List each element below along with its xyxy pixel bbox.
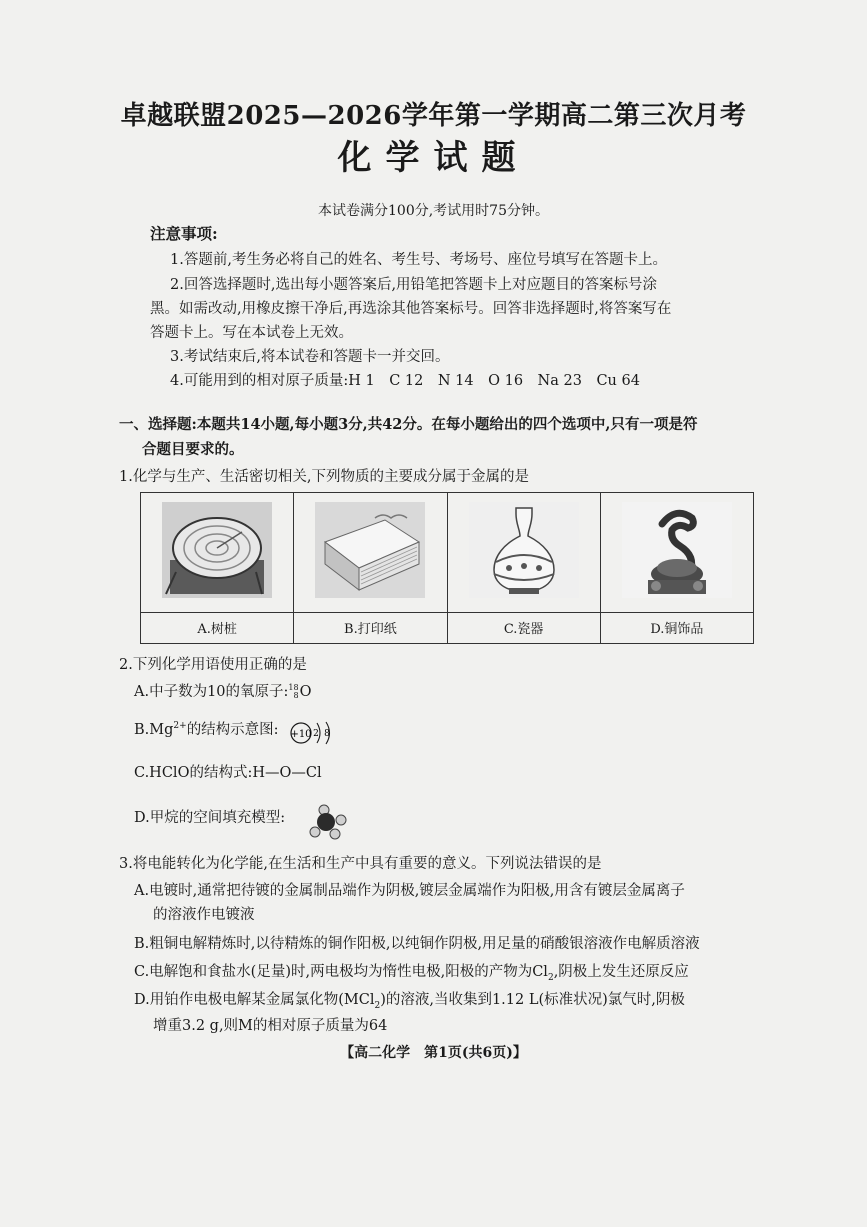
q2-option-b-prefix: B.Mg [134,722,174,738]
q1-image-cell-a [141,493,294,613]
q1-image-cell-d [600,493,753,613]
exam-title: 卓越联盟2025—2026学年第一学期高二第三次月考 [120,101,747,131]
q1-option-b: B.打印纸 [294,612,447,643]
notice-item-2-end: 答题卡上。写在本试卷上无效。 [150,325,353,341]
mg-charge: 2+ [173,721,187,732]
section-heading-cont: 合题目要求的。 [142,441,244,458]
q3-option-a-cont: 的溶液作电镀液 [153,907,255,923]
methane-space-filling-model [308,804,348,840]
subject-title: 化学试题 [337,138,530,178]
q3-option-b: B.粗铜电解精炼时,以待精炼的铜作阳极,以纯铜作阴极,用足量的硝酸银溶液作电解质溶液 [134,936,700,952]
notice-item-2: 2.回答选择题时,选出每小题答案后,用铅笔把答题卡上对应题目的答案标号涂 [170,277,658,293]
q1-option-a: A.树桩 [141,612,294,643]
q1-image-cell-b [294,493,447,613]
q3-option-c-post: ,阴极上发生还原反应 [553,964,689,980]
shell-2-electrons: 8 [324,729,330,739]
exam-info: 本试卷满分100分,考试用时75分钟。 [318,203,549,219]
section-heading: 一、选择题:本题共14小题,每小题3分,共42分。在每小题给出的四个选项中,只有一项是符 [119,416,698,433]
q3-option-c [134,960,689,983]
q3-option-d-sub: 2 [374,1000,381,1011]
q2-option-a-text: A.中子数为10的氧原子: [134,684,289,700]
q1-stem: 1.化学与生产、生活密切相关,下列物质的主要成分属于金属的是 [119,469,529,485]
q2-option-d: D.甲烷的空间填充模型: [134,810,286,826]
isotope-symbol: O [299,684,312,700]
q3-option-d-post: )的溶液,当收集到1.12 L(标准状况)氯气时,阴极 [380,992,685,1008]
q3-option-d [134,988,685,1011]
q3-stem: 3.将电能转化为化学能,在生活和生产中具有重要的意义。下列说法错误的是 [119,856,602,872]
q3-option-c-sub: 2 [547,972,554,983]
tree-stump-image [162,502,272,598]
page-footer: 【高二化学 第1页(共6页)】 [340,1045,527,1061]
notice-item-2-cont: 黑。如需改动,用橡皮擦干净后,再选涂其他答案标号。回答非选择题时,将答案写在 [150,301,672,317]
q2-option-a [134,680,312,701]
notice-item-4: 4.可能用到的相对原子质量:H 1 C 12 N 14 O 16 Na 23 Cu 64 [170,373,640,389]
ion-structure-diagram [290,720,346,746]
q1-options-table [140,492,754,644]
q3-option-c-pre: C.电解饱和食盐水(足量)时,两电极均为惰性电极,阳极的产物为Cl [134,964,548,980]
q1-option-c: C.瓷器 [447,612,600,643]
printer-paper-image [315,502,425,598]
q2-option-b-text: 的结构示意图: [186,722,279,738]
q2-option-c: C.HClO的结构式:H—O—Cl [134,765,322,781]
q3-option-a: A.电镀时,通常把待镀的金属制品端作为阴极,镀层金属端作为阳极,用含有镀层金属离子 [134,883,685,899]
q1-image-cell-c [447,493,600,613]
notice-item-1: 1.答题前,考生务必将自己的姓名、考生号、考场号、座位号填写在答题卡上。 [170,252,667,268]
copper-snake-ornament-image [622,502,732,598]
q1-option-d: D.铜饰品 [600,612,753,643]
q2-option-b [134,718,279,739]
q3-option-d-cont: 增重3.2 g,则M的相对原子质量为64 [153,1018,388,1034]
isotope-mass: 18 [288,683,299,692]
isotope-notation [288,684,298,700]
shell-1-electrons: 2 [313,729,319,739]
q2-stem: 2.下列化学用语使用正确的是 [119,657,307,673]
isotope-number: 8 [293,691,299,700]
nucleus-charge: +10 [290,729,312,740]
notice-item-3: 3.考试结束后,将本试卷和答题卡一并交回。 [170,349,450,365]
porcelain-vase-image [469,502,579,598]
q3-option-d-pre: D.用铂作电极电解某金属氯化物(MCl [134,992,375,1008]
notice-title: 注意事项: [150,224,218,243]
